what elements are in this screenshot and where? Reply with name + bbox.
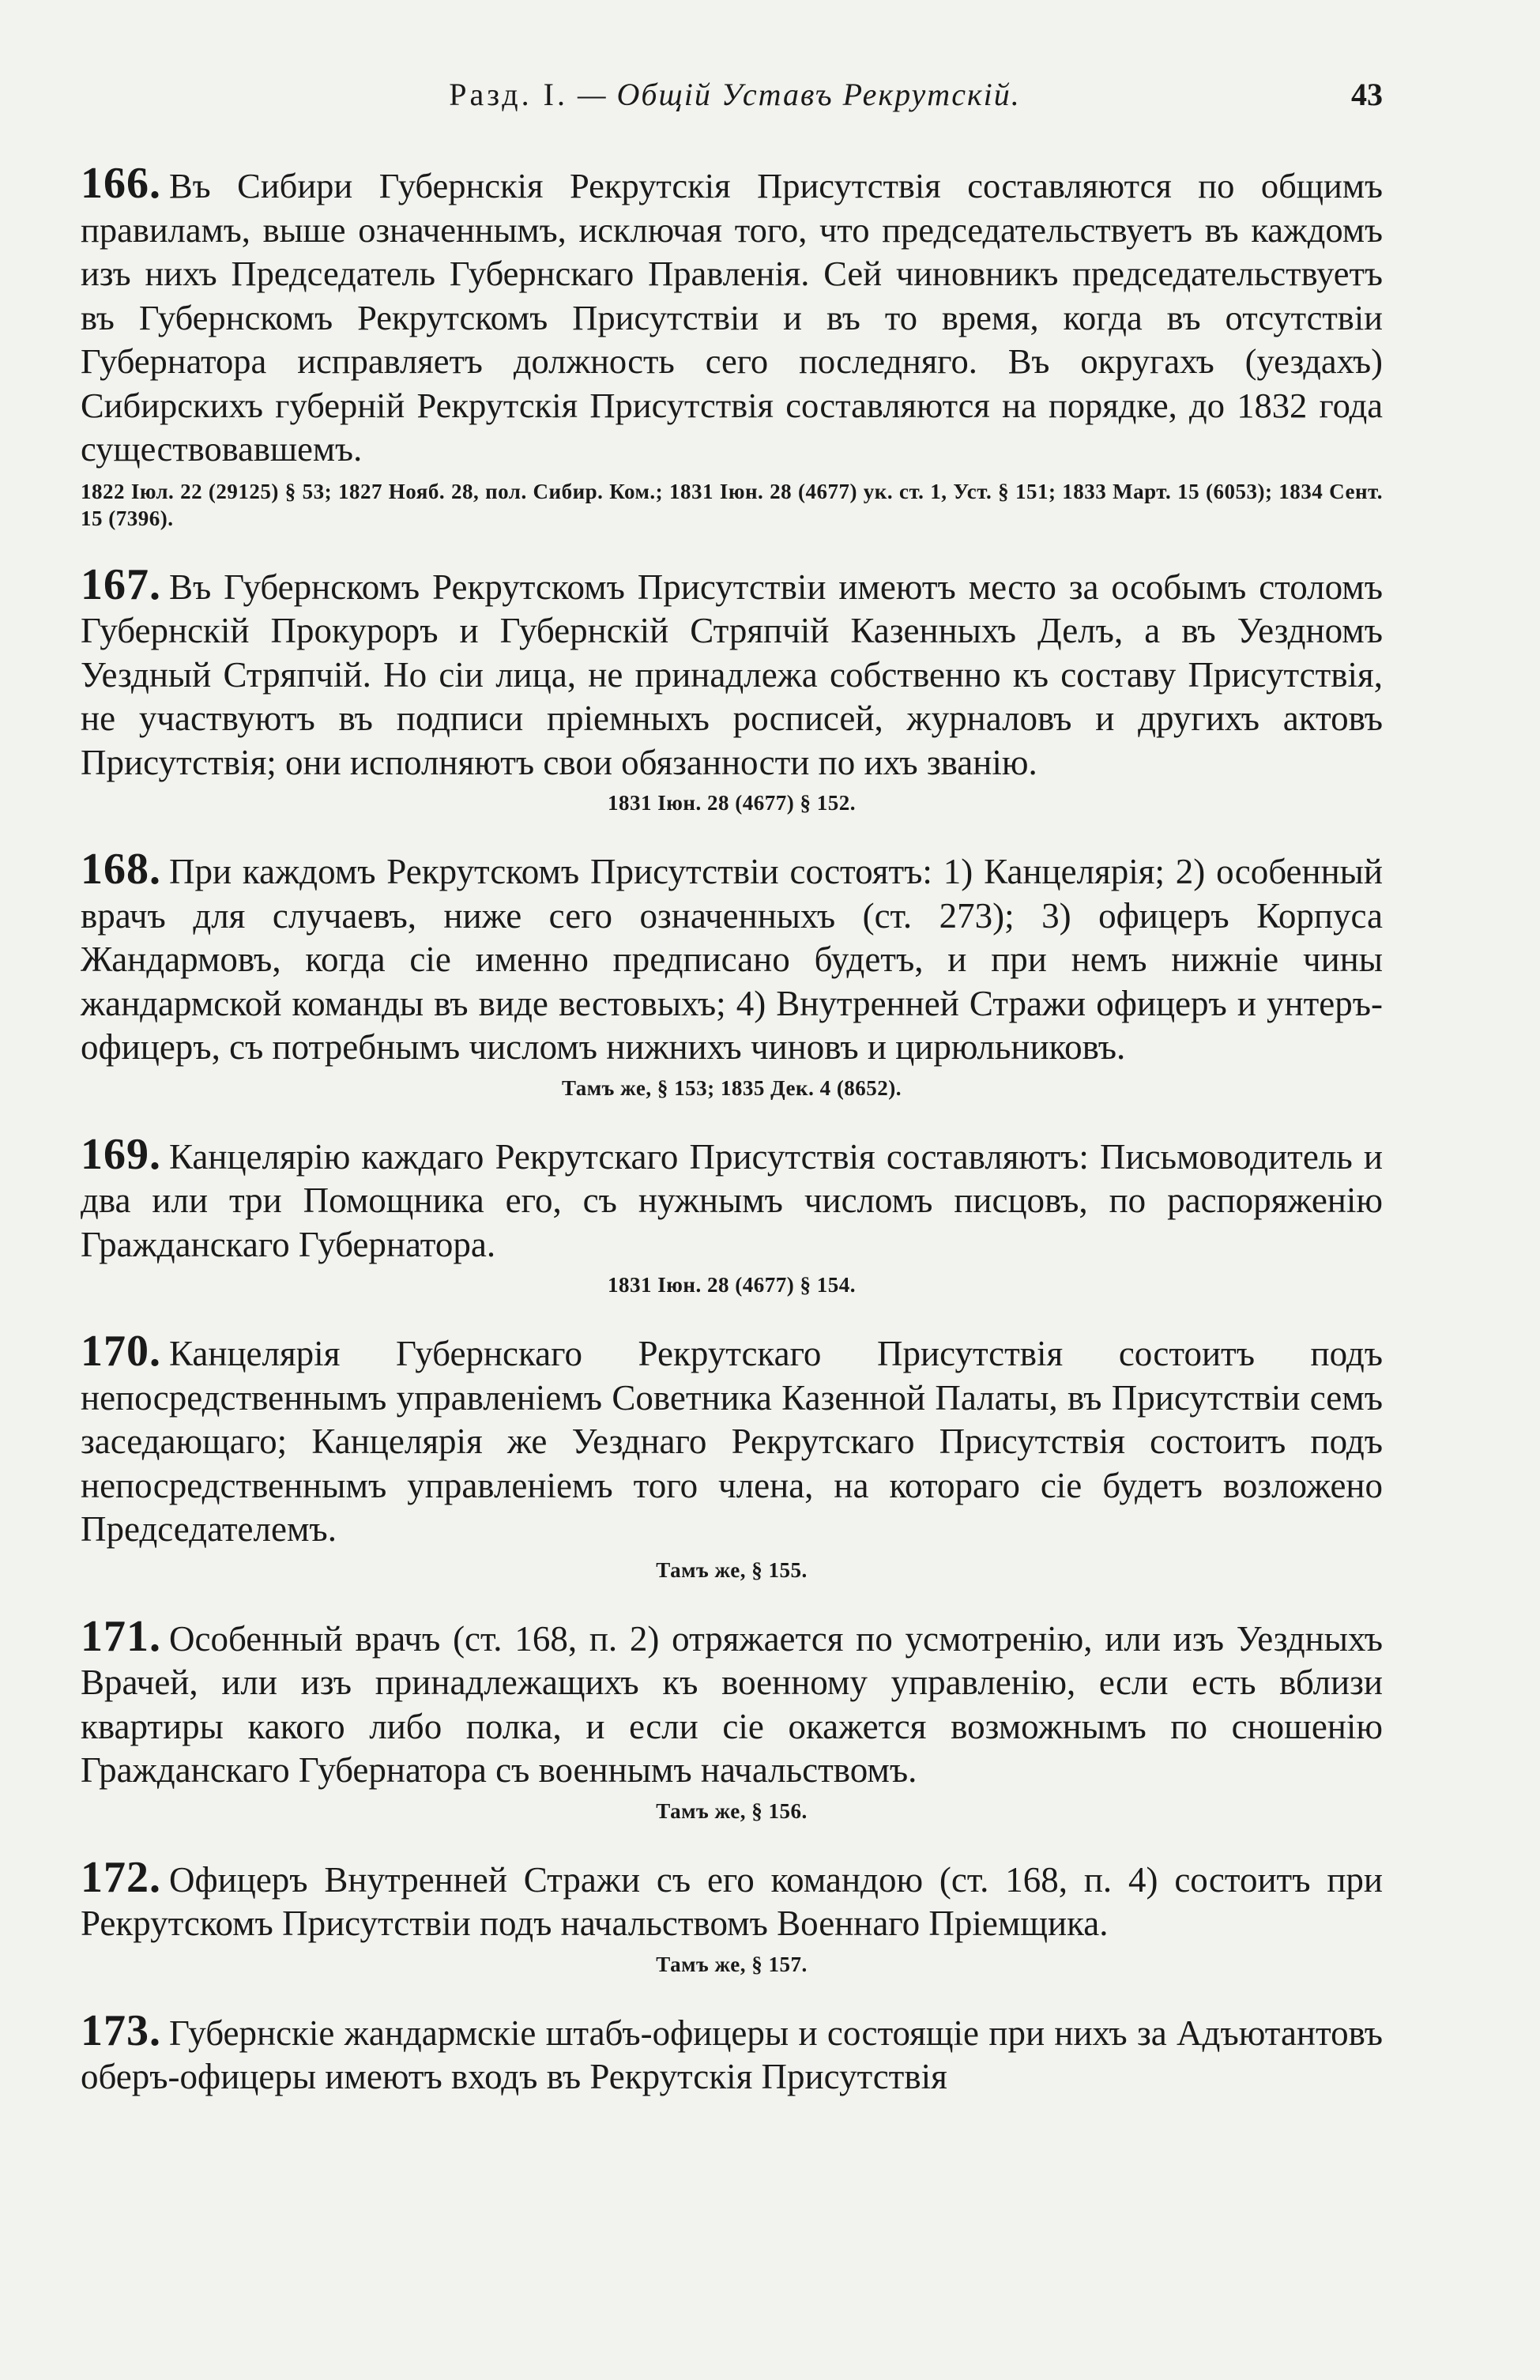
- article-number: 167.: [81, 559, 161, 609]
- article-number: 170.: [81, 1327, 161, 1376]
- article-169: [81, 1129, 1383, 1299]
- page-body: [81, 159, 1383, 2131]
- article-paragraph: [81, 1611, 1383, 1793]
- article-172: [81, 1852, 1383, 1978]
- article-paragraph: [81, 2005, 1383, 2099]
- legal-reference: Тамъ же, § 157.: [656, 1952, 808, 1976]
- article-168: [81, 845, 1383, 1102]
- legal-reference: Тамъ же, § 156.: [656, 1798, 808, 1823]
- legal-reference: 1822 Іюл. 22 (29125) § 53; 1827 Нояб. 28, пол. Сибир. Ком.; 1831 Іюн. 28 (4677) ук. ст. 1, Уст. § 151; 1833 Март. 15 (6053); 1834 Сент. 15 (7396).: [81, 479, 1383, 530]
- page-number: 43: [1351, 77, 1383, 112]
- article-paragraph: [81, 559, 1383, 785]
- article-number: 169.: [81, 1129, 161, 1179]
- article-170: [81, 1327, 1383, 1584]
- article-paragraph: [81, 159, 1383, 472]
- section-label: Разд. I.: [449, 77, 568, 112]
- chapter-title: Общій Уставъ Рекрутскій.: [616, 77, 1021, 112]
- article-167: [81, 559, 1383, 817]
- article-text: Въ Сибири Губернскія Рекрутскія Присутствія составляются по общимъ правиламъ, выше означеннымъ, исключая того, что председательствуетъ въ каждомъ изъ нихъ Председатель Губернскаго Правленія. Сей чиновникъ председательствуетъ въ Губернскомъ Рекрутскомъ Присутствіи и въ то время, когда въ отсутствіи Губернатора исправляетъ должность сего последняго. Въ округахъ (уездахъ) Сибирскихъ губерній Рекрутскія Присутствія составляются на порядке, до 1832 года существовавшемъ.: [81, 166, 1383, 469]
- legal-reference: 1831 Іюн. 28 (4677) § 152.: [608, 791, 856, 815]
- article-text: Губернскіе жандармскіе штабъ-офицеры и состоящіе при нихъ за Адъютантовъ оберъ-офицеры имеютъ входъ въ Рекрутскія Присутствія: [81, 2013, 1383, 2096]
- article-paragraph: [81, 845, 1383, 1070]
- article-paragraph: [81, 1129, 1383, 1267]
- separator: —: [577, 77, 608, 112]
- article-text: Въ Губернскомъ Рекрутскомъ Присутствіи имеютъ место за особымъ столомъ Губернскій Прокуроръ и Губернскій Стряпчій Казенныхъ Делъ, а въ Уездномъ Уездный Стряпчій. Но сіи лица, не принадлежа собственно къ составу Присутствія, не участвуютъ въ подписи пріемныхъ росписей, журналовъ и другихъ актовъ Присутствія; они исполняютъ свои обязанности по ихъ званію.: [81, 567, 1383, 782]
- article-171: [81, 1611, 1383, 1825]
- article-number: 171.: [81, 1611, 161, 1661]
- legal-reference: Тамъ же, § 155.: [656, 1557, 808, 1582]
- article-number: 168.: [81, 845, 161, 894]
- legal-reference: Тамъ же, § 153; 1835 Дек. 4 (8652).: [561, 1075, 902, 1100]
- article-text: Особенный врачъ (ст. 168, п. 2) отряжается по усмотренію, или изъ Уездныхъ Врачей, или изъ принадлежащихъ къ военному управленію, если есть вблизи квартиры какого либо полка, и если сіе окажется возможнымъ по сношенію Гражданскаго Губернатора съ военнымъ начальствомъ.: [81, 1618, 1383, 1790]
- article-text: Канцелярію каждаго Рекрутскаго Присутствія составляютъ: Письмоводитель и два или три Помощника его, съ нужнымъ числомъ писцовъ, по распоряженію Гражданскаго Губернатора.: [81, 1136, 1383, 1264]
- article-173: [81, 2005, 1383, 2099]
- article-number: 173.: [81, 2005, 161, 2055]
- article-text: Офицеръ Внутренней Стражи съ его командою (ст. 168, п. 4) состоитъ при Рекрутскомъ Присутствіи подъ начальствомъ Военнаго Пріемщика.: [81, 1859, 1383, 1943]
- legal-reference: 1831 Іюн. 28 (4677) § 154.: [608, 1273, 856, 1297]
- article-166: [81, 159, 1383, 532]
- article-paragraph: [81, 1852, 1383, 1946]
- article-paragraph: [81, 1327, 1383, 1552]
- article-text: Канцелярія Губернскаго Рекрутскаго Присутствія состоитъ подъ непосредственнымъ управленіемъ Советника Казенной Палаты, въ Присутствіи семъ заседающаго; Канцелярія же Уезднаго Рекрутскаго Присутствія состоитъ подъ непосредственнымъ управленіемъ того члена, на котораго сіе будетъ возложено Председателемъ.: [81, 1334, 1383, 1549]
- article-number: 166.: [81, 159, 161, 208]
- article-text: При каждомъ Рекрутскомъ Присутствіи состоятъ: 1) Канцелярія; 2) особенный врачъ для случаевъ, ниже сего означенныхъ (ст. 273); 3) офицеръ Корпуса Жандармовъ, когда сіе именно предписано будетъ, и при немъ нижніе чины жандармской команды въ виде вестовыхъ; 4) Внутренней Стражи офицеръ и унтеръ-офицеръ, съ потребнымъ числомъ нижнихъ чиновъ и цирюльниковъ.: [81, 852, 1383, 1067]
- article-number: 172.: [81, 1852, 161, 1902]
- running-title: [87, 76, 1383, 113]
- running-header: [87, 76, 1383, 123]
